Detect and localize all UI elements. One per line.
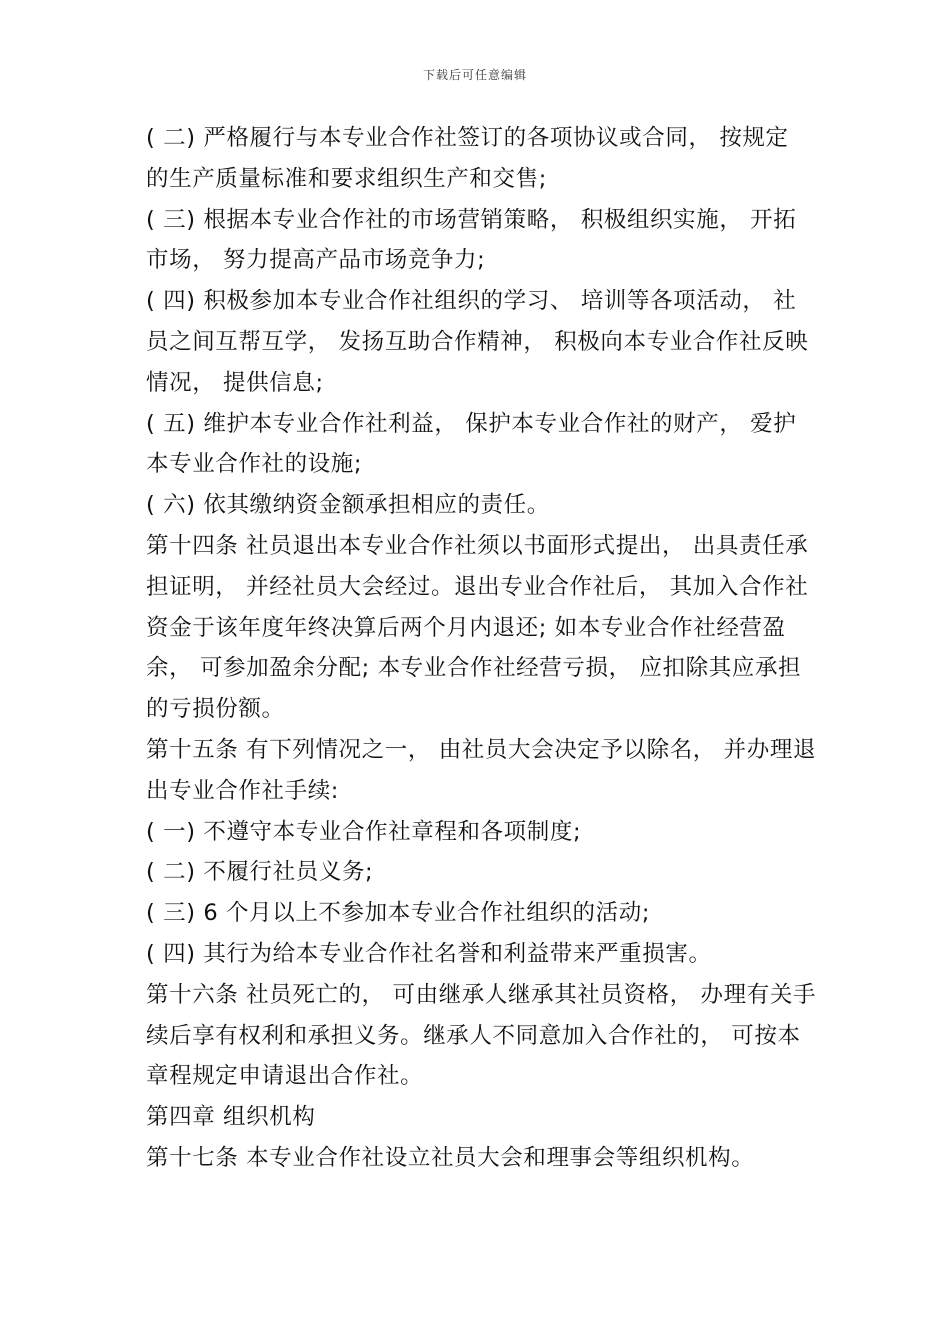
page-header: 下载后可任意编辑	[422, 68, 527, 82]
text-line: 的亏损份额。	[146, 696, 285, 723]
text-line: ( 六) 依其缴纳资金额承担相应的责任。	[146, 492, 550, 519]
text-line: 情况， 提供信息;	[146, 369, 324, 396]
text-line: 市场， 努力提高产品市场竞争力;	[146, 247, 486, 274]
text-line: 第十七条 本专业合作社设立社员大会和理事会等组织机构。	[146, 1144, 755, 1171]
text-line: ( 四) 积极参加本专业合作社组织的学习、 培训等各项活动， 社	[146, 288, 797, 315]
document-body	[146, 118, 816, 1179]
text-line: ( 五) 维护本专业合作社利益， 保护本专业合作社的财产， 爱护	[146, 410, 797, 437]
text-line: 本专业合作社的设施;	[146, 451, 363, 478]
text-line: 的生产质量标准和要求组织生产和交售;	[146, 165, 547, 192]
text-line: ( 二) 不履行社员义务;	[146, 859, 374, 886]
text-line: 第十六条 社员死亡的， 可由继承人继承其社员资格， 办理有关手	[146, 981, 817, 1008]
text-line: ( 三) 6 个月以上不参加本专业合作社组织的活动;	[146, 900, 651, 927]
text-line: ( 四) 其行为给本专业合作社名誉和利益带来严重损害。	[146, 940, 712, 967]
text-line: 章程规定申请退出合作社。	[146, 1063, 424, 1090]
text-line: ( 一) 不遵守本专业合作社章程和各项制度;	[146, 818, 582, 845]
text-line: ( 二) 严格履行与本专业合作社签订的各项协议或合同， 按规定	[146, 125, 789, 151]
text-line: 余， 可参加盈余分配; 本专业合作社经营亏损， 应扣除其应承担	[146, 655, 802, 682]
text-line: 续后享有权利和承担义务。继承人不同意加入合作社的， 可按本	[146, 1022, 801, 1049]
text-line: 担证明， 并经社员大会经过。退出专业合作社后， 其加入合作社	[146, 573, 809, 600]
text-line: 员之间互帮互学， 发扬互助合作精神， 积极向本专业合作社反映	[146, 328, 809, 355]
text-line: 出专业合作社手续:	[146, 777, 339, 804]
text-line: 资金于该年度年终决算后两个月内退还; 如本专业合作社经营盈	[146, 614, 786, 641]
chapter-heading: 第四章 组织机构	[146, 1104, 316, 1131]
text-line: 第十五条 有下列情况之一， 由社员大会决定予以除名， 并办理退	[146, 736, 817, 763]
text-line: ( 三) 根据本专业合作社的市场营销策略， 积极组织实施， 开拓	[146, 206, 797, 233]
text-line: 第十四条 社员退出本专业合作社须以书面形式提出， 出具责任承	[146, 532, 809, 559]
